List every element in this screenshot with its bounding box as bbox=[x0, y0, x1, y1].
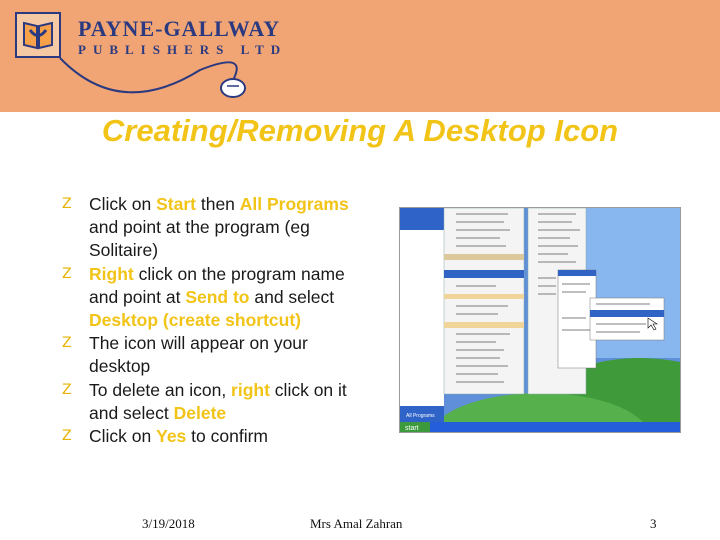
highlighted-keyword: Delete bbox=[173, 402, 227, 423]
all-programs-label: All Programs bbox=[406, 413, 435, 419]
highlighted-keyword: Desktop (create shortcut) bbox=[89, 310, 301, 331]
bullet-item bbox=[62, 332, 362, 378]
brand-subtitle: PUBLISHERS LTD bbox=[78, 42, 288, 57]
start-button: start bbox=[405, 425, 419, 432]
highlighted-keyword: All Programs bbox=[239, 194, 349, 214]
footer-date: 3/19/2018 bbox=[142, 516, 195, 531]
bullet-marker: Z bbox=[62, 196, 72, 212]
brand-name: PAYNE-GALLWAY bbox=[78, 16, 281, 41]
bullet-marker: Z bbox=[62, 335, 72, 352]
bullet-text: Click on bbox=[89, 426, 157, 447]
bullet-text: click on it and select bbox=[89, 379, 347, 423]
bullet-text: and select bbox=[249, 286, 335, 307]
highlighted-keyword: Send to bbox=[185, 286, 250, 307]
bullet-text: To delete an icon, bbox=[89, 379, 232, 400]
bullet-list bbox=[62, 193, 362, 448]
mouse-cord-icon bbox=[0, 0, 720, 112]
highlighted-keyword: Start bbox=[156, 194, 196, 214]
highlighted-keyword: right bbox=[231, 379, 270, 400]
bullet-item bbox=[62, 263, 362, 333]
slide-title: Creating/Removing A Desktop Icon bbox=[101, 113, 619, 148]
bullet-text: then bbox=[195, 194, 240, 214]
footer-author: Mrs Amal Zahran bbox=[310, 516, 403, 531]
page-number: 3 bbox=[650, 516, 657, 531]
bullet-text: The icon will appear on your desktop bbox=[89, 333, 308, 377]
bullet-item bbox=[62, 193, 362, 263]
bullet-text: Click on bbox=[89, 194, 157, 214]
bullet-marker: Z bbox=[62, 381, 72, 398]
bullet-item bbox=[62, 425, 362, 448]
bullet-text: click on the program name and point at bbox=[89, 263, 345, 307]
highlighted-keyword: Yes bbox=[156, 426, 187, 447]
bullet-marker: Z bbox=[62, 428, 72, 445]
bullet-item bbox=[62, 379, 362, 425]
bullet-text: and point at the program (eg Solitaire) bbox=[89, 217, 310, 261]
bullet-text: to confirm bbox=[186, 426, 268, 447]
bullet-marker: Z bbox=[62, 265, 72, 282]
start-menu-screenshot bbox=[399, 207, 681, 433]
highlighted-keyword: Right bbox=[89, 263, 134, 284]
header-banner bbox=[0, 0, 720, 112]
